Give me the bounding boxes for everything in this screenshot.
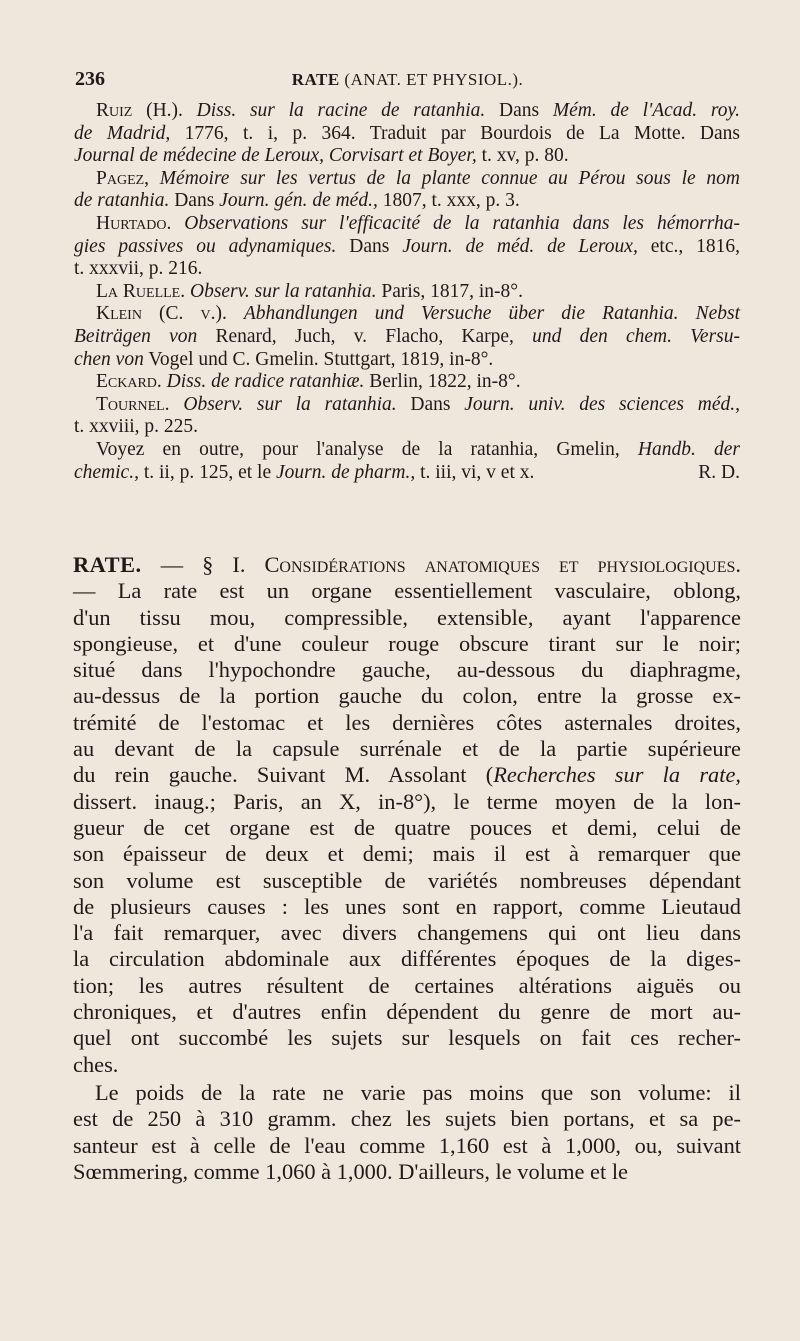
biblio-text: Renard, Juch, v. Flacho, Karpe, [197, 325, 533, 347]
biblio-title: Beiträgen von [74, 325, 198, 347]
text-run: situé dans l'hypochondre gauche, au-dessous du diaphragme, [73, 657, 741, 683]
biblio-author: Tournel. [96, 393, 184, 415]
biblio-text: t. xv, p. 80. [476, 145, 569, 167]
closing-text: t. ii, p. 125, et le [138, 461, 276, 483]
biblio-title: Mém. de l'Acad. roy. [552, 100, 740, 121]
page-header [75, 68, 740, 102]
biblio-title: und den chem. Versu- [532, 325, 740, 347]
text-run: ches. [73, 1051, 119, 1077]
text-run: au devant de la capsule surrénale et de la partie supérieure [73, 736, 741, 762]
text-run: est de 250 à 310 gramm. chez les sujets bien portans, et sa pe- [73, 1106, 741, 1132]
biblio-line [74, 416, 740, 439]
text-run: du rein gauche. Suivant M. Assolant ( [73, 762, 494, 788]
text-run: d'un tissu mou, compressible, extensible, ayant l'apparence [73, 604, 741, 630]
biblio-line [74, 236, 740, 259]
biblio-line [74, 349, 740, 372]
biblio-title: Observ. sur la ratanhia. [183, 393, 397, 415]
biblio-line [74, 168, 740, 191]
biblio-author: Pagez, [96, 167, 160, 189]
biblio-text: Dans [485, 100, 553, 121]
text-line [73, 710, 741, 736]
text-line [73, 789, 741, 815]
text-line [73, 999, 741, 1025]
biblio-line [74, 326, 740, 349]
biblio-line [74, 190, 740, 213]
text-run: trémité de l'estomac et les dernières côtes asternales droites, [73, 709, 741, 735]
biblio-line [74, 123, 740, 146]
biblio-text: Dans [336, 235, 403, 257]
biblio-text: t. xxxvii, p. 216. [74, 258, 203, 280]
biblio-text: Vogel und C. Gmelin. Stuttgart, 1819, in-8°. [143, 348, 494, 370]
biblio-line [74, 303, 740, 326]
closing-title: Handb. der [637, 438, 740, 460]
running-title-sub: (ANAT. ET PHYSIOL.). [344, 70, 524, 89]
biblio-closing-line [74, 462, 740, 485]
text-line [73, 762, 741, 788]
biblio-text: Paris, 1817, in-8°. [376, 280, 523, 302]
closing-title: Journ. de pharm., [276, 461, 416, 483]
text-line [73, 868, 741, 894]
biblio-line [74, 394, 740, 417]
text-run: spongieuse, et d'une couleur rouge obscure tirant sur le noir; [73, 630, 741, 656]
text-line [73, 946, 741, 972]
biblio-author: Eckard. [96, 371, 167, 393]
text-run: dissert. inaug.; Paris, an X, in-8°), le terme moyen de la lon- [73, 788, 741, 814]
text-line [73, 920, 741, 946]
text-run: son épaisseur de deux et demi; mais il est à remarquer que [73, 841, 741, 867]
text-run: gueur de cet organe est de quatre pouces et demi, celui de [73, 814, 741, 840]
biblio-title: Journ. univ. des sciences méd., [464, 393, 740, 415]
signature: R. D. [698, 461, 740, 483]
biblio-title: Diss. de radice ratanhiæ. [166, 371, 365, 393]
text-line [73, 841, 741, 867]
article-body [73, 552, 741, 1185]
biblio-line [74, 100, 740, 123]
biblio-title: gies passives ou adynamiques. [74, 235, 337, 257]
closing-title: chemic., [74, 461, 139, 483]
text-line [73, 1133, 741, 1159]
biblio-title: chen von [74, 348, 144, 370]
biblio-line [74, 213, 740, 236]
text-line [73, 578, 741, 604]
text-run: santeur est à celle de l'eau comme 1,160 est à 1,000, ou, suivant [73, 1132, 741, 1158]
text-line [73, 1025, 741, 1051]
biblio-line [74, 371, 740, 394]
closing-text: t. iii, vi, v et x. [415, 461, 535, 483]
section-title: Considérations anatomiques et physiologiques. [264, 552, 741, 577]
biblio-title: Observations sur l'efficacité de la ratanhia dans les hémorrha- [184, 212, 740, 234]
text-line [73, 605, 741, 631]
text-run: la circulation abdominale aux différentes époques de la diges- [73, 946, 741, 972]
article-heading [73, 552, 741, 578]
biblio-text: 1776, t. i, p. 364. Traduit par Bourdois de La Motte. Dans [170, 122, 741, 144]
paragraph-2 [73, 1080, 741, 1185]
paragraph-1 [73, 578, 741, 1078]
biblio-title: Journ. de méd. de Leroux, [402, 235, 638, 257]
biblio-author: Ruiz (H.). [96, 100, 197, 121]
biblio-title: Diss. sur la racine de ratanhia. [196, 100, 486, 121]
text-run: — La rate est un organe essentiellement vasculaire, oblong, [73, 578, 741, 604]
biblio-line [74, 281, 740, 304]
text-run: l'a fait remarquer, avec divers changemens qui ont lieu dans [73, 920, 741, 946]
biblio-title: Journ. gén. de méd., [219, 190, 378, 212]
biblio-title: Observ. sur la ratanhia. [189, 280, 377, 302]
text-line [73, 736, 741, 762]
text-run: au-dessus de la portion gauche du colon, entre la grosse ex- [73, 683, 741, 709]
headword: RATE. [73, 552, 142, 577]
text-line [73, 815, 741, 841]
text-run: Sœmmering, comme 1,060 à 1,000. D'ailleurs, le volume et le [73, 1158, 628, 1184]
text-run: chroniques, et d'autres enfin dépendent du genre de mort au- [73, 999, 741, 1025]
running-title-main: RATE [291, 70, 340, 89]
text-line [73, 1080, 741, 1106]
biblio-author: Klein (C. v.). [96, 303, 244, 325]
closing-text: Voyez en outre, pour l'analyse de la ratanhia, Gmelin, [96, 438, 638, 460]
biblio-line [74, 145, 740, 168]
biblio-title: Abhandlungen und Versuche über die Ratanhia. Nebst [243, 303, 741, 325]
text-run: Le poids de la rate ne varie pas moins que son volume: il [95, 1079, 741, 1105]
text-line [73, 657, 741, 683]
text-run: tion; les autres résultent de certaines altérations aiguës ou [73, 972, 741, 998]
biblio-text: etc., 1816, [637, 235, 741, 257]
biblio-line [74, 258, 740, 281]
text-line [73, 973, 741, 999]
text-line [73, 631, 741, 657]
biblio-text: 1807, t. xxx, p. 3. [377, 190, 520, 212]
text-run: quel ont succombé les sujets sur lesquels on fait ces recher- [73, 1025, 741, 1051]
text-line [73, 1159, 741, 1185]
biblio-title: de ratanhia. [74, 190, 170, 212]
text-run: son volume est susceptible de variétés nombreuses dépendant [73, 867, 741, 893]
biblio-author: Hurtado. [96, 212, 185, 234]
biblio-text: t. xxviii, p. 225. [74, 416, 199, 438]
biblio-text: Dans [169, 190, 220, 212]
biblio-title: Mémoire sur les vertus de la plante connue au Pérou sous le nom [159, 167, 740, 189]
page-number: 236 [75, 68, 105, 90]
heading-separator: — § I. [141, 552, 265, 577]
bibliography [74, 100, 740, 484]
text-line [73, 1106, 741, 1132]
text-line [73, 683, 741, 709]
biblio-text: Berlin, 1822, in-8°. [364, 371, 521, 393]
text-run: de plusieurs causes : les unes sont en rapport, comme Lieutaud [73, 893, 741, 919]
biblio-title: Journal de médecine de Leroux, Corvisart et Boyer, [74, 145, 477, 167]
biblio-author: La Ruelle. [96, 280, 190, 302]
biblio-closing-line [74, 439, 740, 462]
citation-title: Recherches sur la rate, [493, 762, 741, 788]
text-line [73, 894, 741, 920]
biblio-title: de Madrid, [74, 122, 171, 144]
biblio-text: Dans [396, 393, 465, 415]
text-line [73, 1052, 741, 1078]
running-title [75, 70, 740, 90]
